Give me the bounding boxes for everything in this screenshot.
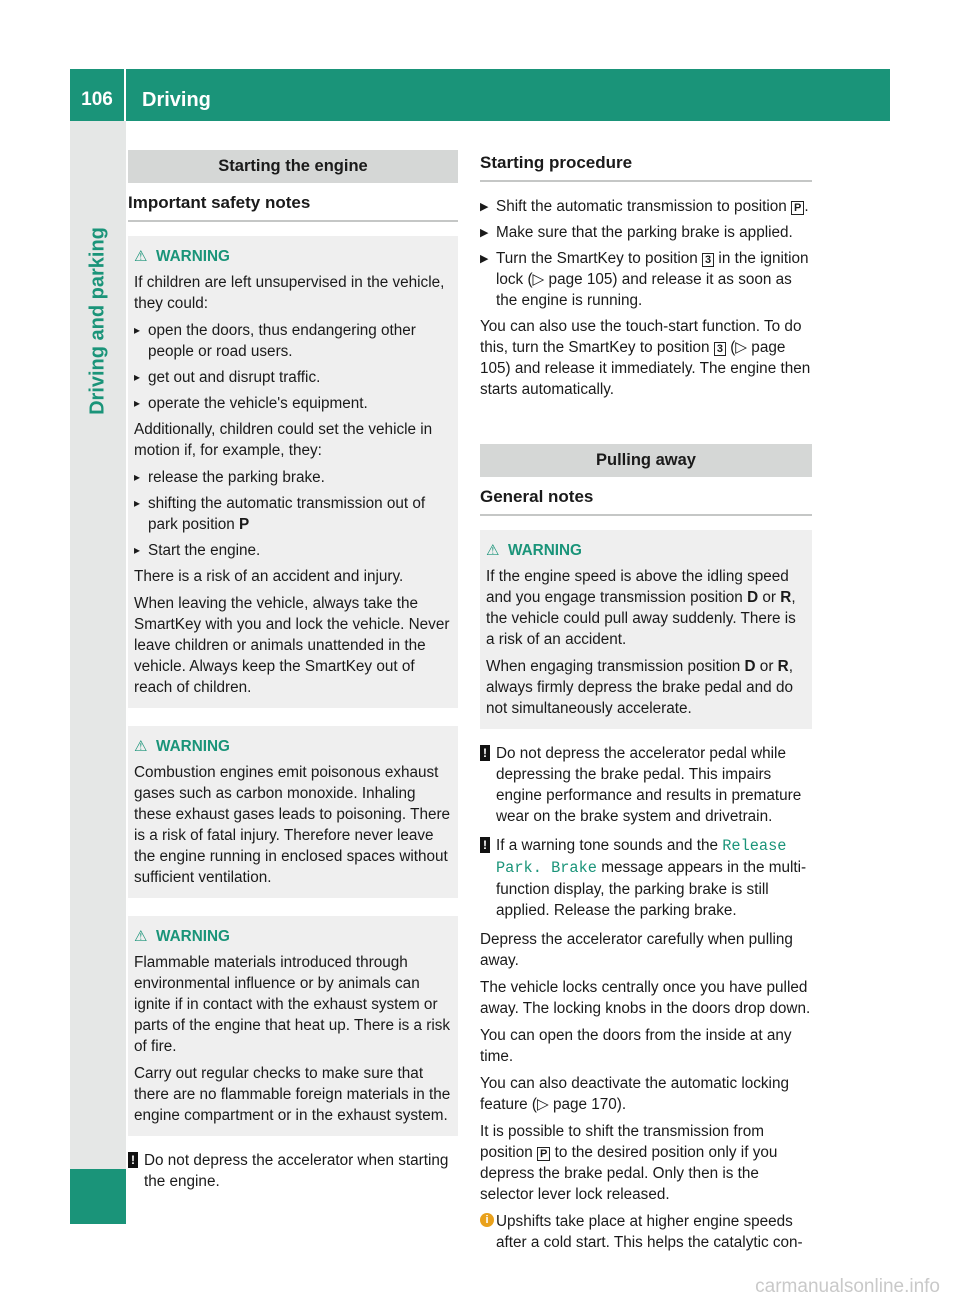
paragraph: Depress the accelerator carefully when pulling away. (480, 931, 793, 969)
warning-box-fire (128, 916, 458, 1136)
note: ! Do not depress the accelerator when starting the engine. (128, 1150, 458, 1192)
heading-pulling-away: Pulling away (480, 444, 812, 477)
warning-box-children (128, 236, 458, 708)
list-item: ▸ open the doors, thus endangering other people or road users. (134, 320, 452, 362)
warning-triangle-icon: ⚠ (134, 248, 148, 265)
list-item: ▸ shifting the automatic transmission out of park position P (134, 493, 452, 535)
heading-general-notes: General notes (480, 486, 812, 516)
step-item: ▶ Shift the automatic transmission to position P . (480, 196, 812, 217)
position-p-key: P (791, 201, 804, 215)
warning-text: Flammable materials introduced through environmental influence or by animals can ignite if in contact with the exhaust system or parts of the engine that heat up. There is a risk of fire. (134, 954, 451, 1055)
info-icon: i (480, 1213, 494, 1227)
warning-title: WARNING (156, 248, 230, 265)
warning-text: When engaging transmission position D or R, always firmly depress the brake pedal and do not simultaneously accelerate. (486, 658, 793, 717)
heading-starting-engine: Starting the engine (128, 150, 458, 183)
warning-text: Carry out regular checks to make sure that there are no flammable foreign materials in the engine compartment or in the exhaust system. (134, 1065, 451, 1124)
heading-starting-procedure: Starting procedure (480, 152, 812, 182)
section-title: Driving (142, 89, 211, 111)
exclamation-icon: ! (480, 837, 490, 853)
paragraph: You can open the doors from the inside at any time. (480, 1027, 792, 1065)
list-item: ▸ get out and disrupt traffic. (134, 367, 452, 388)
warning-text: There is a risk of an accident and injury. (134, 568, 404, 585)
display-message: Release Park. Brake (496, 837, 787, 877)
side-tab (70, 121, 126, 1169)
warning-box-exhaust (128, 726, 458, 898)
warning-triangle-icon: ⚠ (134, 738, 148, 755)
paragraph: It is possible to shift the transmission from position P to the desired position only if you depress the brake pedal. Only then is the selector lever lock released. (480, 1123, 778, 1203)
list-item: ▸ release the parking brake. (134, 467, 452, 488)
position-p-key: P (537, 1147, 550, 1161)
list-item: ▸ operate the vehicle's equipment. (134, 393, 452, 414)
info-note: i Upshifts take place at higher engine speeds after a cold start. This helps the catalytic con- (480, 1211, 812, 1253)
list-item: ▸ Start the engine. (134, 540, 452, 561)
paragraph: You can also use the touch-start function. To do this, turn the SmartKey to position 3 (▷ page 105) and release it immediately. The engine then starts automatically. (480, 318, 811, 398)
warning-box-pull-away (480, 530, 812, 729)
left-column (128, 150, 458, 1200)
warning-text: Additionally, children could set the vehicle in motion if, for example, they: (134, 421, 433, 459)
exclamation-icon: ! (128, 1152, 138, 1168)
step-item: ▶ Turn the SmartKey to position 3 in the ignition lock (▷ page 105) and release it as soon as the engine is running. (480, 248, 812, 311)
note: ! Do not depress the accelerator pedal while depressing the brake pedal. This impairs engine performance and results in premature wear on the brake system and drivetrain. (480, 743, 812, 827)
warning-text: Combustion engines emit poisonous exhaust gases such as carbon monoxide. Inhaling these exhaust gases leads to poisoning. There is a risk of fatal injury. Therefore never leave the engine running in enclosed spaces without sufficient ventilation. (134, 764, 451, 886)
side-tab-marker (70, 1169, 126, 1224)
side-tab-label: Driving and parking (86, 227, 109, 415)
watermark: carmanualsonline.info (755, 1276, 940, 1297)
warning-text: If the engine speed is above the idling speed and you engage transmission position D or R, the vehicle could pull away suddenly. There is a risk of an accident. (486, 568, 796, 648)
warning-triangle-icon: ⚠ (486, 542, 500, 559)
step-item: ▶ Make sure that the parking brake is applied. (480, 222, 812, 243)
header-bar (70, 69, 890, 121)
warning-text: When leaving the vehicle, always take the SmartKey with you and lock the vehicle. Never leave children or animals unattended in the vehicle. Always keep the SmartKey out of reach of children. (134, 595, 450, 696)
paragraph: You can also deactivate the automatic locking feature (▷ page 170). (480, 1075, 789, 1113)
position-3-key: 3 (702, 253, 714, 267)
warning-title: WARNING (156, 928, 230, 945)
heading-safety-notes: Important safety notes (128, 192, 458, 222)
warning-text: If children are left unsupervised in the vehicle, they could: (134, 274, 445, 312)
exclamation-icon: ! (480, 745, 490, 761)
right-column (480, 150, 812, 1261)
page-number: 106 (70, 69, 126, 121)
warning-triangle-icon: ⚠ (134, 928, 148, 945)
note: ! If a warning tone sounds and the Release Park. Brake message appears in the multi-function display, the parking brake is still applied. Release the parking brake. (480, 835, 812, 921)
warning-title: WARNING (508, 542, 582, 559)
paragraph: The vehicle locks centrally once you have pulled away. The locking knobs in the doors drop down. (480, 979, 811, 1017)
warning-title: WARNING (156, 738, 230, 755)
position-3-key: 3 (714, 342, 726, 356)
